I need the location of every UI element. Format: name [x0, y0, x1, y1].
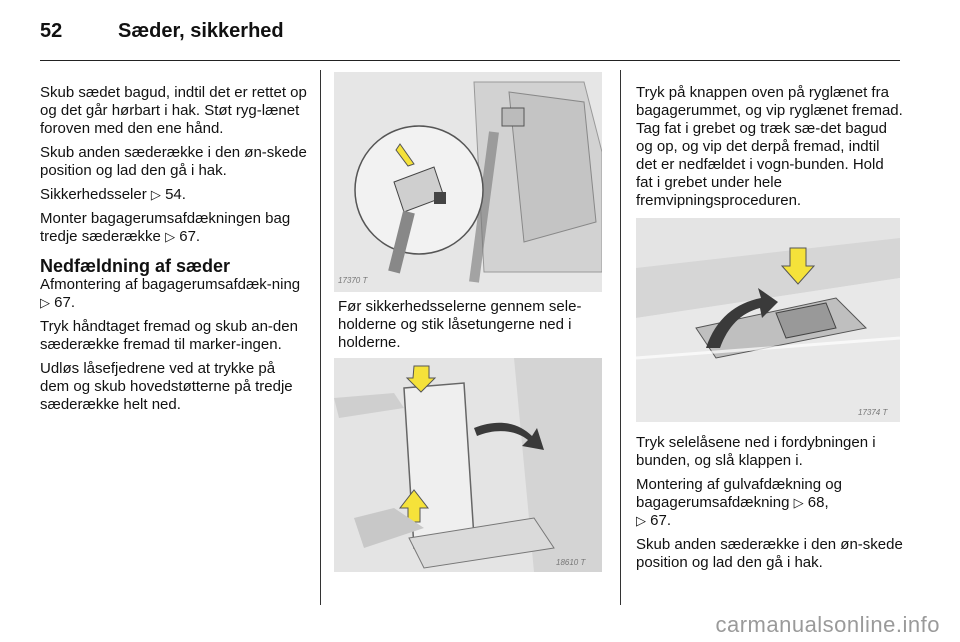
paragraph: Før sikkerhedsselerne gennem sele-holderne og stik låsetungerne ned i holderne.	[338, 298, 582, 351]
paragraph-text: Afmontering af bagagerumsafdæk-ning	[40, 276, 301, 293]
page-ref[interactable]: 67.	[650, 512, 672, 529]
page-title: Sæder, sikkerhed	[118, 20, 284, 42]
page-ref[interactable]: 67.	[179, 228, 201, 245]
seat-fold-illustration	[636, 218, 900, 422]
figure-id: 18610 T	[556, 558, 586, 567]
page-ref[interactable]: 68,	[807, 494, 829, 511]
paragraph: Tryk på knappen oven på ryglænet fra bagagerummet, og vip ryglænet fremad. Tag fat i grebet og træk sæ-det bagud og op, og vip det derpå fremad, indtil det er nedfældet i vogn-bunden. Hold fat i grebet under hele fremvipningsproceduren.	[636, 84, 903, 209]
paragraph-text: Sikkerhedsseler	[40, 186, 147, 203]
illustration-rear-seat	[334, 358, 602, 572]
watermark: carmanualsonline.info	[715, 612, 940, 637]
illustration-seatbelt-holder	[334, 72, 602, 292]
column-right-lower	[636, 434, 904, 578]
rear-seat-illustration	[334, 358, 602, 572]
paragraph: Tryk håndtaget fremad og skub an-den sæderække fremad til marker-ingen.	[40, 318, 298, 353]
paragraph: Tryk selelåsene ned i fordybningen i bunden, og slå klappen i.	[636, 434, 876, 469]
figure-id: 17374 T	[858, 408, 888, 417]
column-divider-1	[320, 70, 321, 605]
header-rule	[40, 60, 900, 61]
page-ref-arrow-icon: ▷	[40, 295, 50, 310]
column-right	[636, 84, 904, 216]
column-left	[40, 84, 308, 420]
page-ref[interactable]: 67.	[54, 294, 76, 311]
paragraph	[636, 476, 904, 530]
figure-id: 17370 T	[338, 276, 368, 285]
paragraph: Skub sædet bagud, indtil det er rettet op og det går hørbart i hak. Støt ryg-lænet foroven med den ene hånd.	[40, 84, 307, 137]
paragraph	[40, 210, 308, 246]
paragraph-text: Monter bagagerumsafdækningen bag tredje sæderække	[40, 210, 291, 245]
page-ref-arrow-icon: ▷	[165, 229, 176, 244]
paragraph	[40, 186, 308, 204]
paragraph: Skub anden sæderække i den øn-skede position og lad den gå i hak.	[40, 144, 307, 179]
column-middle	[338, 298, 608, 358]
page-ref-arrow-icon: ▷	[150, 187, 161, 202]
paragraph: Skub anden sæderække i den øn-skede position og lad den gå i hak.	[636, 536, 903, 571]
page-number: 52	[40, 20, 63, 42]
seatbelt-holder-illustration	[334, 72, 602, 292]
paragraph: Udløs låsefjedrene ved at trykke på dem og skub hovedstøtterne på tredje sæderække helt ned.	[40, 360, 293, 413]
column-divider-2	[620, 70, 621, 605]
page-ref-arrow-icon: ▷	[793, 495, 804, 510]
paragraph-text: Montering af gulvafdækning og bagagerumsafdækning	[636, 476, 842, 511]
section-heading: Nedfældning af sæder	[40, 256, 231, 276]
illustration-seat-fold	[636, 218, 900, 422]
page-ref-arrow-icon: ▷	[636, 513, 646, 528]
page-ref[interactable]: 54.	[165, 186, 186, 203]
paragraph	[40, 276, 308, 312]
